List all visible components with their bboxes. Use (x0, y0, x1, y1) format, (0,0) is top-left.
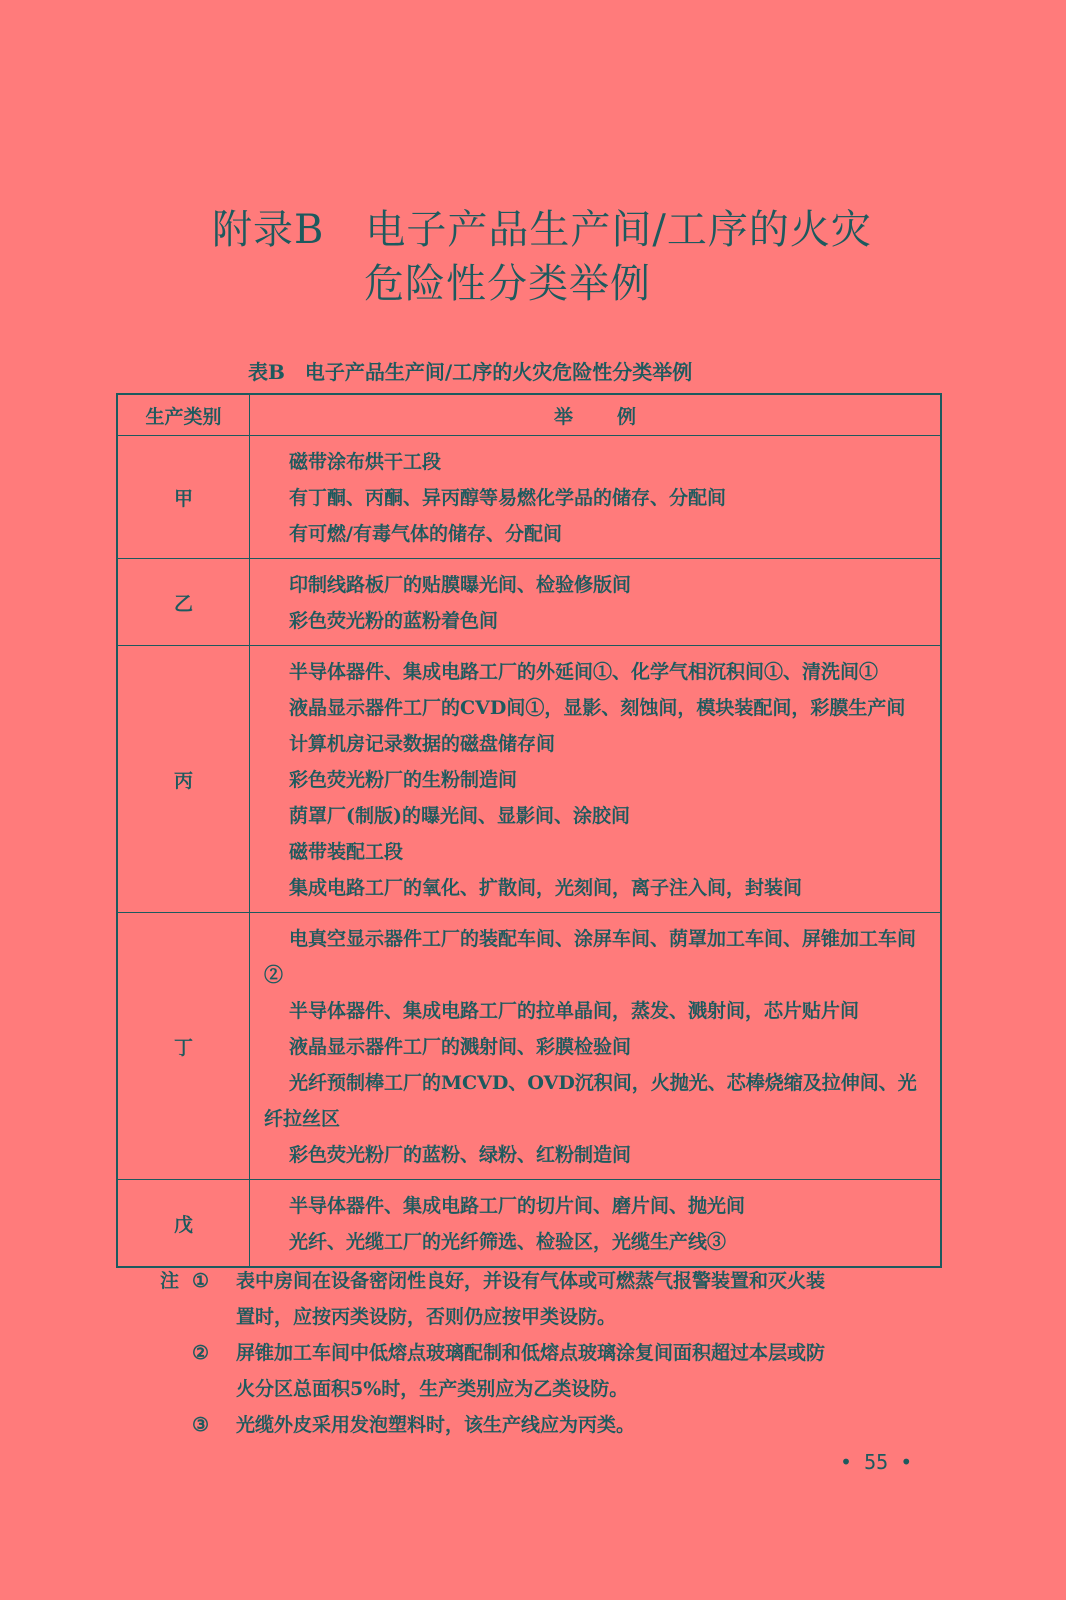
example-item: 集成电路工厂的氧化、扩散间，光刻间，离子注入间，封装间 (289, 877, 803, 899)
table-header-row (117, 394, 941, 436)
examples-cell (250, 559, 942, 646)
example-item: 彩色荧光粉厂的生粉制造间 (289, 769, 518, 791)
example-item: 光纤预制棒工厂的MCVD、OVD沉积间，火抛光、芯棒烧缩及拉伸间、光纤拉丝区 (264, 1072, 917, 1130)
example-item: 印制线路板厂的贴膜曝光间、检验修版间 (289, 574, 632, 596)
example-item: 磁带涂布烘干工段 (289, 451, 442, 473)
note-item (160, 1263, 940, 1299)
example-item: 有丁酮、丙酮、异丙醇等易燃化学品的储存、分配间 (289, 487, 727, 509)
example-item: 液晶显示器件工厂的溅射间、彩膜检验间 (289, 1036, 632, 1058)
table-row (117, 913, 941, 1180)
category-cell: 丙 (117, 646, 250, 913)
category-cell: 乙 (117, 559, 250, 646)
note-number: ③ (192, 1414, 210, 1436)
note-item (160, 1407, 940, 1443)
table-caption: 表B 电子产品生产间/工序的火灾危险性分类举例 (248, 360, 693, 384)
example-item: 计算机房记录数据的磁盘储存间 (289, 733, 556, 755)
header-category: 生产类别 (117, 394, 250, 436)
example-item: 彩色荧光粉的蓝粉着色间 (289, 610, 499, 632)
note-number: ① (192, 1270, 210, 1292)
examples-cell (250, 436, 942, 559)
note-text: 表中房间在设备密闭性良好，并设有气体或可燃蒸气报警装置和灭火装 (236, 1270, 826, 1292)
note-number: ② (192, 1342, 210, 1364)
example-item: 半导体器件、集成电路工厂的外延间①、化学气相沉积间①、清洗间① (289, 661, 879, 683)
category-cell: 甲 (117, 436, 250, 559)
category-cell: 丁 (117, 913, 250, 1180)
example-item: 半导体器件、集成电路工厂的切片间、磨片间、抛光间 (289, 1195, 746, 1217)
examples-cell (250, 1180, 942, 1268)
table-notes (160, 1263, 940, 1443)
fire-hazard-classification-table (116, 393, 942, 1268)
example-item: 液晶显示器件工厂的CVD间①，显影、刻蚀间，模块装配间，彩膜生产间 (289, 697, 906, 719)
note-text: 屏锥加工车间中低熔点玻璃配制和低熔点玻璃涂复间面积超过本层或防 (236, 1342, 826, 1364)
examples-cell (250, 913, 942, 1180)
examples-cell (250, 646, 942, 913)
example-item: 电真空显示器件工厂的装配车间、涂屏车间、荫罩加工车间、屏锥加工车间② (264, 928, 917, 986)
example-item: 彩色荧光粉厂的蓝粉、绿粉、红粉制造间 (289, 1144, 632, 1166)
appendix-title-line-2: 危险性分类举例 (364, 261, 651, 307)
example-item: 荫罩厂(制版)的曝光间、显影间、涂胶间 (289, 805, 630, 827)
example-item: 半导体器件、集成电路工厂的拉单晶间，蒸发、溅射间，芯片贴片间 (289, 1000, 860, 1022)
note-text-continued: 置时，应按丙类设防，否则仍应按甲类设防。 (236, 1306, 617, 1328)
example-item: 光纤、光缆工厂的光纤筛选、检验区，光缆生产线③ (289, 1231, 727, 1253)
note-text: 光缆外皮采用发泡塑料时，该生产线应为丙类。 (236, 1414, 636, 1436)
table-row (117, 559, 941, 646)
page-number: • 55 • (840, 1450, 913, 1474)
example-item: 磁带装配工段 (289, 841, 404, 863)
appendix-title-line-1: 附录B 电子产品生产间/工序的火灾 (212, 207, 872, 253)
notes-label: 注 (160, 1270, 180, 1292)
example-item: 有可燃/有毒气体的储存、分配间 (289, 523, 562, 545)
table-row (117, 1180, 941, 1268)
table-row (117, 436, 941, 559)
header-examples: 举例 (250, 394, 942, 436)
category-cell: 戊 (117, 1180, 250, 1268)
note-item (160, 1335, 940, 1371)
note-text-continued: 火分区总面积5%时，生产类别应为乙类设防。 (236, 1378, 629, 1400)
table-row (117, 646, 941, 913)
